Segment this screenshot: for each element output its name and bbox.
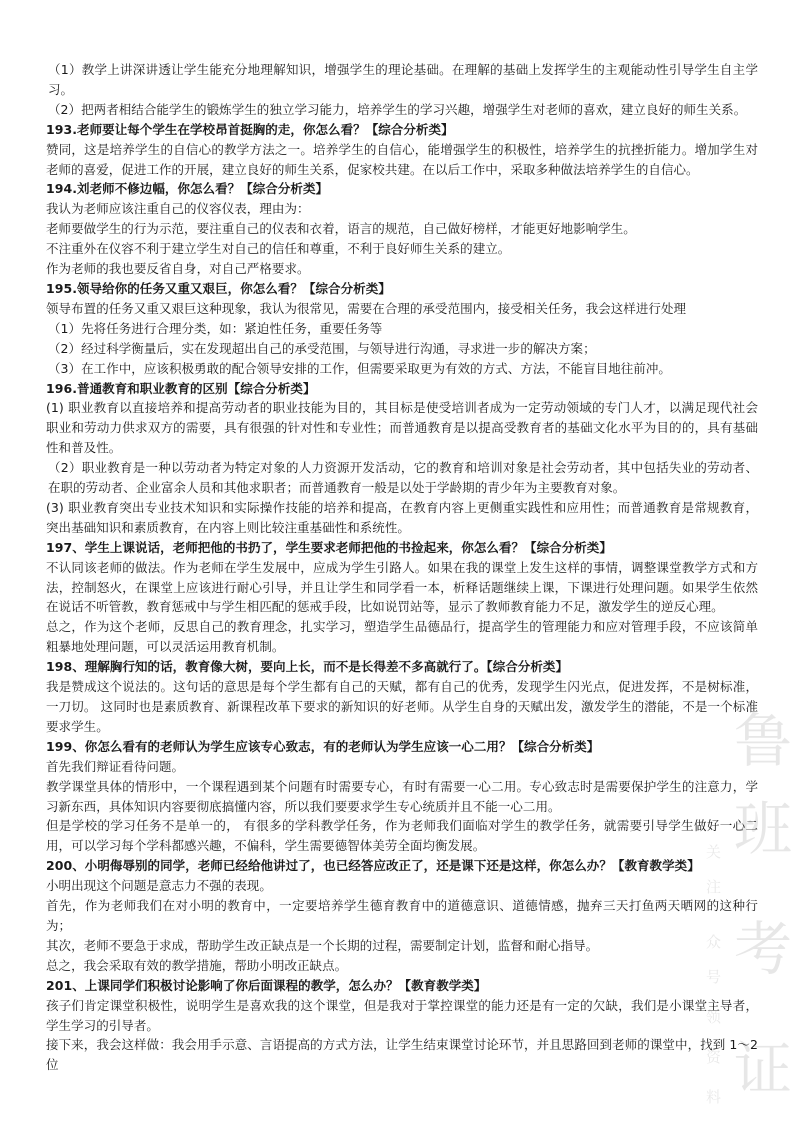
watermark-char: 号: [706, 968, 722, 986]
paragraph: 我认为老师应该注重自己的仪容仪表，理由为：: [46, 201, 310, 217]
paragraph: 201、上课同学们积极讨论影响了你后面课程的教学，怎么办？【教育教学类】: [46, 977, 487, 993]
watermark-char: 料: [706, 1088, 722, 1106]
watermark-char: 领: [706, 1008, 722, 1026]
paragraph: 赞同，这是培养学生的自信心的教学方法之一。培养学生的自信心，能增强学生的积极性，培养学生的抗挫折能力。增加学生对老师的喜爱，促进工作的开展，建立良好的师生关系，促家校共建。在以后工作中，采取多种做法培养学生的自信心。: [46, 141, 758, 177]
watermark-char: 鲁: [734, 707, 793, 775]
paragraph: 其次，老师不要急于求成，帮助学生改正缺点是一个长期的过程，需要制定计划，监督和耐心指导。: [46, 937, 599, 953]
paragraph: 195.领导给你的任务又重又艰巨，你怎么看？【综合分析类】: [46, 280, 391, 296]
watermark-char: 众: [706, 933, 722, 951]
watermark-char: 关: [706, 843, 722, 861]
paragraph: (1) 职业教育以直接培养和提高劳动者的职业技能为目的，其目标是使受培训者成为一定劳动领域的专门人才，以满足现代社会职业和劳动力供求双方的需要，具有很强的针对性和专业性；而普通教育是以提高受教育者的基础文化水平为目的的，具有基础性和普及性。: [46, 400, 758, 456]
paragraph: 199、你怎么看有的老师认为学生应该专心致志，有的老师认为学生应该一心二用？【综合分析类】: [46, 738, 600, 754]
document-body: [46, 60, 758, 1075]
watermark-char: 资: [706, 1048, 722, 1066]
paragraph: （3）在工作中，应该积极勇敢的配合领导安排的工作，但需要采取更为有效的方式、方法，不能盲目地往前冲。: [48, 360, 671, 376]
paragraph: 197、学生上课说话，老师把他的书扔了，学生要求老师把他的书捡起来，你怎么看？【综合分析类】: [46, 539, 612, 555]
paragraph: （1）先将任务进行合理分类，如：紧迫性任务，重要任务等: [48, 320, 383, 336]
paragraph: 总之，作为这个老师，反思自己的教育理念，扎实学习，塑造学生品德品行，提高学生的管理能力和应对管理手段，不应该简单粗暴地处理问题，可以灵活运用教育机制。: [46, 619, 758, 655]
paragraph: 接下来，我会这样做：我会用手示意、言语提高的方式方法，让学生结束课堂讨论环节，并且思路回到老师的课堂中，找到 1～2 位: [46, 1037, 758, 1073]
paragraph: 200、小明侮辱别的同学，老师已经给他讲过了，也已经答应改正了，还是课下还是这样，你怎么办？【教育教学类】: [46, 858, 700, 874]
paragraph: 作为老师的我也要反省自身，对自己严格要求。: [46, 261, 310, 277]
paragraph: 我是赞成这个说法的。这句话的意思是每个学生都有自己的天赋，都有自己的优秀，发现学生闪光点，促进发挥，不是树标准，一刀切。 这同时也是素质教育、新课程改革下要求的新知识的好老师。从学生自身的天赋出发，激发学生的潜能，不是一个标准要求学生。: [46, 679, 758, 734]
watermark-char: 考: [734, 915, 793, 983]
watermark-char: 证: [734, 1035, 793, 1103]
paragraph: （2）把两者相结合能学生的锻炼学生的独立学习能力，培养学生的学习兴趣，增强学生对老师的喜欢，建立良好的师生关系。: [48, 101, 747, 117]
paragraph: 193.老师要让每个学生在学校昂首挺胸的走，你怎么看？【综合分析类】: [46, 121, 454, 137]
paragraph: （1）教学上讲深讲透让学生能充分地理解知识，增强学生的理论基础。在理解的基础上发挥学生的主观能动性引导学生自主学习。: [48, 62, 758, 97]
paragraph: 总之，我会采取有效的教学措施，帮助小明改正缺点。: [46, 957, 348, 973]
paragraph: 首先，作为老师我们在对小明的教育中，一定要培养学生德育教育中的道德意识、道德情感，抛弃三天打鱼两天晒网的这种行为；: [46, 898, 758, 933]
paragraph: 小明出现这个问题是意志力不强的表现。: [46, 878, 272, 894]
watermark-char: 注: [706, 878, 722, 896]
paragraph: 首先我们辩证看待问题。: [46, 758, 185, 774]
paragraph: 老师要做学生的行为示范，要注重自己的仪表和衣着，语言的规范，自己做好榜样，才能更好地影响学生。: [46, 221, 636, 237]
watermark-char: 班: [734, 795, 793, 863]
paragraph: （2）经过科学衡量后，实在发现超出自己的承受范围，与领导进行沟通，寻求进一步的解决方案；: [48, 340, 596, 356]
paragraph: 198、理解胸行知的话，教育像大树，要向上长，而不是长得差不多高就行了。【综合分析类】: [46, 659, 568, 675]
paragraph: 不注重外在仪容不利于建立学生对自己的信任和尊重，不利于良好师生关系的建立。: [46, 241, 511, 257]
paragraph: 领导布置的任务又重又艰巨这种现象，我认为很常见，需要在合理的承受范围内，接受相关任务，我会这样进行处理: [46, 300, 687, 316]
paragraph: 教学课堂具体的情形中，一个课程遇到某个问题有时需要专心，有时有需要一心二用。专心致志时是需要保护学生的注意力，学习新东西，具体知识内容要彻底搞懂内容，所以我们要要求学生专心统质并且不能一心二用。: [46, 778, 758, 814]
paragraph: 194.刘老师不修边幅，你怎么看？【综合分析类】: [46, 181, 329, 197]
paragraph: 但是学校的学习任务不是单一的， 有很多的学科教学任务，作为老师我们面临对学生的教学任务，就需要引导学生做好一心二用，可以学习每个学科都感兴趣，不偏科，学生需要德智体美劳全面均衡发展。: [46, 818, 758, 854]
paragraph: (3) 职业教育突出专业技术知识和实际操作技能的培养和提高，在教育内容上更侧重实践性和应用性；而普通教育是常规教育，突出基础知识和素质教育，在内容上则比较注重基础性和系统性。: [46, 499, 758, 535]
paragraph: 不认同该老师的做法。作为老师在学生发展中，应成为学生引路人。如果在我的课堂上发生这样的事情，调整课堂教学方式和方法，控制怒火，在课堂上应该进行耐心引导，并且让学生和同学看一本，析释话题继续上课，下课进行处理问题。如果学生依然在说话不听管教，教育惩戒中与学生相匹配的惩戒手段，比如说罚站等，显示了教师教育能力不足，激发学生的逆反心理。: [46, 559, 758, 615]
paragraph: 196.普通教育和职业教育的区别【综合分析类】: [46, 380, 316, 396]
paragraph: 孩子们肯定课堂积极性，说明学生是喜欢我的这个课堂，但是我对于掌控课堂的能力还是有一定的欠缺，我们是小课堂主导者，学生学习的引导者。: [46, 997, 758, 1033]
paragraph: （2）职业教育是一种以劳动者为特定对象的人力资源开发活动，它的教育和培训对象是社会劳动者，其中包括失业的劳动者、在职的劳动者、企业富余人员和其他求职者；而普通教育一般是以处于学龄期的青少年为主要教育对象。: [48, 460, 758, 496]
